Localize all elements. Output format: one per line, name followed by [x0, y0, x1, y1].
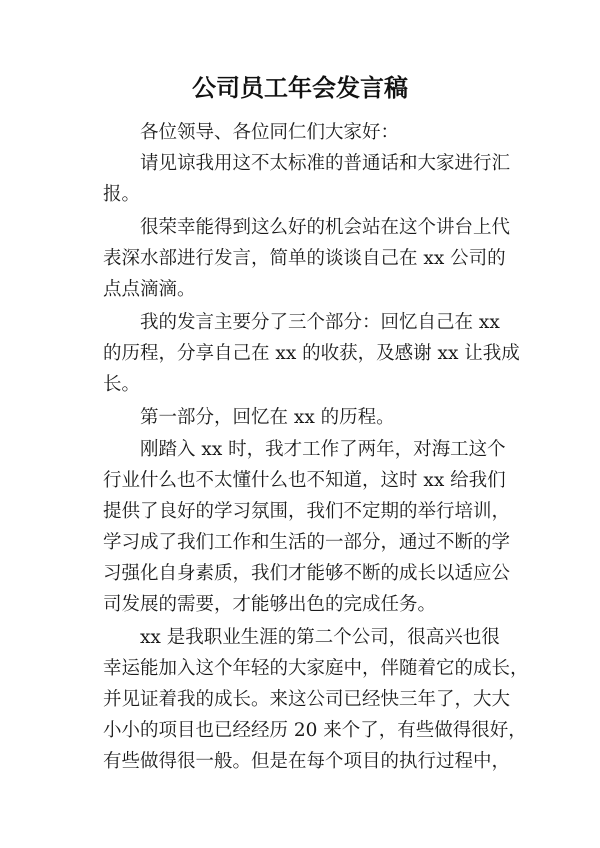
text-line: 第一部分，回忆在 xx 的历程。	[140, 407, 395, 428]
text-line: 有些做得很一般。但是在每个项目的执行过程中，	[103, 751, 511, 772]
text-line: 请见谅我用这不太标准的普通话和大家进行汇	[140, 153, 511, 174]
text-line: 习强化自身素质，我们才能够不断的成长以适应公	[103, 563, 511, 584]
text-line: 报。	[103, 184, 141, 205]
text-line: 的历程，分享自己在 xx 的收获，及感谢 xx 让我成	[103, 343, 520, 364]
text-line: 我的发言主要分了三个部分：回忆自己在 xx	[140, 312, 500, 333]
text-line: 司发展的需要，才能够出色的完成任务。	[103, 594, 437, 615]
text-line: 小小的项目也已经经历 20 来个了，有些做得很好，	[103, 720, 527, 741]
document-title: 公司员工年会发言稿	[192, 74, 408, 102]
text-line: 刚踏入 xx 时，我才工作了两年，对海工这个	[140, 439, 506, 460]
text-line: 学习成了我们工作和生活的一部分，通过不断的学	[103, 532, 511, 553]
text-line: 点点滴滴。	[103, 279, 196, 300]
text-line: 行业什么也不太懂什么也不知道，这时 xx 给我们	[103, 470, 506, 491]
text-line: 表深水部进行发言，简单的谈谈自己在 xx 公司的	[103, 248, 506, 269]
text-line: 长。	[103, 374, 141, 395]
text-line: 并见证着我的成长。来这公司已经快三年了，大大	[103, 689, 511, 710]
text-line: 各位领导、各位同仁们大家好：	[140, 122, 400, 143]
text-line: 很荣幸能得到这么好的机会站在这个讲台上代	[140, 217, 511, 238]
text-line: xx 是我职业生涯的第二个公司，很高兴也很	[140, 627, 500, 648]
text-line: 提供了良好的学习氛围，我们不定期的举行培训，	[103, 501, 511, 522]
text-line: 幸运能加入这个年轻的大家庭中，伴随着它的成长，	[103, 658, 529, 679]
